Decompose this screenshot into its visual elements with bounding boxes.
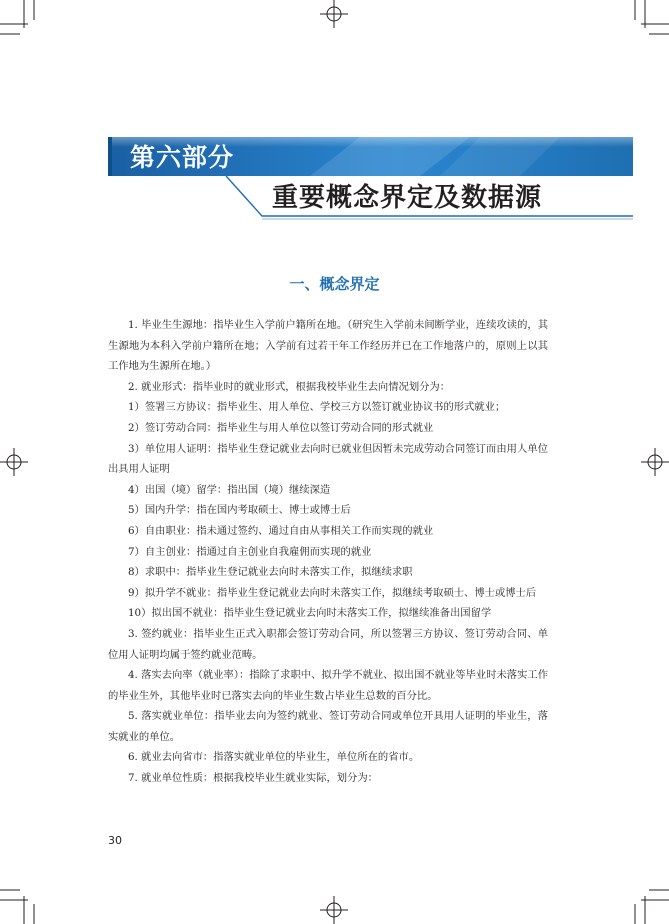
registration-target-left xyxy=(0,448,28,476)
list-item: 1）签署三方协议：指毕业生、用人单位、学校三方以签订就业协议书的形式就业； xyxy=(128,401,506,414)
paragraph: 7. 就业单位性质：根据我校毕业生就业实际，划分为： xyxy=(128,772,378,785)
chapter-title: 重要概念界定及数据源 xyxy=(272,183,543,213)
list-item: 7）自主创业：指通过自主创业自我雇佣而实现的就业 xyxy=(128,545,372,558)
paragraph: 4. 落实去向率（就业率）：指除了求职中、拟升学不就业、拟出国不就业等毕业时未落实工作的毕业生外，其他毕业时已落实去向的毕业生数占毕业生总数的百分比。 xyxy=(108,669,548,702)
part-title: 第六部分 xyxy=(130,143,235,172)
list-item: 10）拟出国不就业：指毕业生登记就业去向时未落实工作，拟继续准备出国留学 xyxy=(128,607,492,620)
list-item: 4）出国（境）留学：指出国（境）继续深造 xyxy=(128,483,331,496)
list-item: 5）国内升学：指在国内考取硕士、博士或博士后 xyxy=(128,504,351,517)
list-item: 6）自由职业：指未通过签约、通过自由从事相关工作而实现的就业 xyxy=(128,524,434,537)
paragraph: 6. 就业去向省市：指落实就业单位的毕业生，单位所在的省市。 xyxy=(128,751,420,764)
registration-target-right xyxy=(641,448,669,476)
list-item: 3）单位用人证明：指毕业生登记就业去向时已就业但因暂未完成劳动合同签订而由用人单位出具用人证明 xyxy=(108,442,548,476)
page-number: 30 xyxy=(108,834,122,847)
registration-target-bottom xyxy=(320,896,348,924)
section-heading: 一、概念界定 xyxy=(289,275,380,293)
paragraph: 1. 毕业生生源地：指毕业生入学前户籍所在地。（研究生入学前未间断学业，连续攻读的，其生源地为本科入学前户籍所在地；入学前有过若干年工作经历并已在工作地落户的，原则上以其工作地为生源所在地。） xyxy=(108,319,548,373)
paragraph: 5. 落实就业单位：指毕业去向为签约就业、签订劳动合同或单位开具用人证明的毕业生，落实就业的单位。 xyxy=(108,710,548,743)
paragraph: 2. 就业形式：指毕业时的就业形式，根据我校毕业生去向情况划分为： xyxy=(128,380,451,393)
list-item: 9）拟升学不就业：指毕业生登记就业去向时未落实工作，拟继续考取硕士、博士或博士后 xyxy=(128,586,537,599)
body-text xyxy=(108,315,548,789)
paragraph: 3. 签约就业：指毕业生正式入职都会签订劳动合同，所以签署三方协议、签订劳动合同、单位用人证明均属于签约就业范畴。 xyxy=(108,627,548,661)
list-item: 8）求职中：指毕业生登记就业去向时未落实工作，拟继续求职 xyxy=(128,566,413,579)
list-item: 2）签订劳动合同：指毕业生与用人单位以签订劳动合同的形式就业 xyxy=(128,421,434,434)
